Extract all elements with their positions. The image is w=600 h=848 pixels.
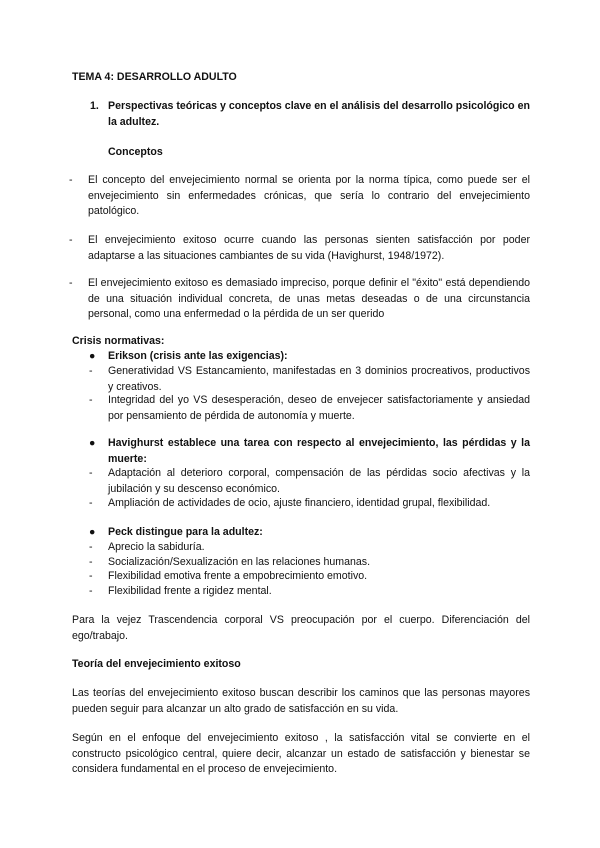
list-item: - Aprecio la sabiduría. xyxy=(89,541,205,553)
list-item: - El concepto del envejecimiento normal se orienta por la norma típica, como puede ser el envejecimiento sin enfermedades crónicas, que sería lo contrario del envejecimiento patológico. xyxy=(69,174,530,218)
list-item: - Flexibilidad emotiva frente a empobrecimiento emotivo. xyxy=(89,570,368,582)
bullet-heading: ● Peck distingue para la adultez: xyxy=(89,526,263,538)
paragraph: Las teorías del envejecimiento exitoso buscan describir los caminos que las personas mayores pueden seguir para alcanzar un alto grado de satisfacción en su vida. xyxy=(72,687,530,715)
document-title: TEMA 4: DESARROLLO ADULTO xyxy=(72,71,237,83)
theory-heading: Teoría del envejecimiento exitoso xyxy=(72,658,241,670)
list-item: - Flexibilidad frente a rigidez mental. xyxy=(89,585,272,597)
list-item: - Socialización/Sexualización en las relaciones humanas. xyxy=(89,556,371,568)
section-number: 1. xyxy=(90,100,99,112)
list-item: - El envejecimiento exitoso es demasiado impreciso, porque definir el "éxito" está dependiendo de una situación individual concreta, de unas metas deseadas o de una circunstancia personal, como una enfermedad o la pérdida de un ser querido xyxy=(69,277,530,321)
list-item: - El envejecimiento exitoso ocurre cuando las personas sienten satisfacción por poder adaptarse a las situaciones cambiantes de su vida (Havighurst, 1948/1972). xyxy=(69,234,530,262)
list-item: - Adaptación al deterioro corporal, compensación de las pérdidas socio afectivas y la jubilación y su descenso económico. xyxy=(89,467,530,495)
paragraph: Según en el enfoque del envejecimiento exitoso , la satisfacción vital se convierte en el constructo psicológico central, quiere decir, alcanzar un estado de satisfacción y bienestar se considera fundamental en el proceso de envejecimiento. xyxy=(72,732,530,776)
section-heading: 1. Perspectivas teóricas y conceptos clave en el análisis del desarrollo psicológico en la adultez. xyxy=(90,100,530,128)
bullet-heading: ● Erikson (crisis ante las exigencias): xyxy=(89,350,288,362)
crisis-heading: Crisis normativas: xyxy=(72,335,165,347)
list-item: - Ampliación de actividades de ocio, ajuste financiero, identidad grupal, flexibilidad. xyxy=(89,497,491,509)
list-item: - Integridad del yo VS desesperación, deseo de envejecer satisfactoriamente y ansiedad por pensamiento de pérdida de autonomía y muerte. xyxy=(89,394,530,422)
subheading-conceptos: Conceptos xyxy=(108,146,163,158)
old-age-note: Para la vejez Trascendencia corporal VS preocupación por el cuerpo. Diferenciación del ego/trabajo. xyxy=(72,614,530,642)
list-item: - Generatividad VS Estancamiento, manifestadas en 3 dominios procreativos, productivos y creativos. xyxy=(89,365,530,393)
bullet-heading: ● Havighurst establece una tarea con respecto al envejecimiento, las pérdidas y la muerte: xyxy=(89,437,530,465)
